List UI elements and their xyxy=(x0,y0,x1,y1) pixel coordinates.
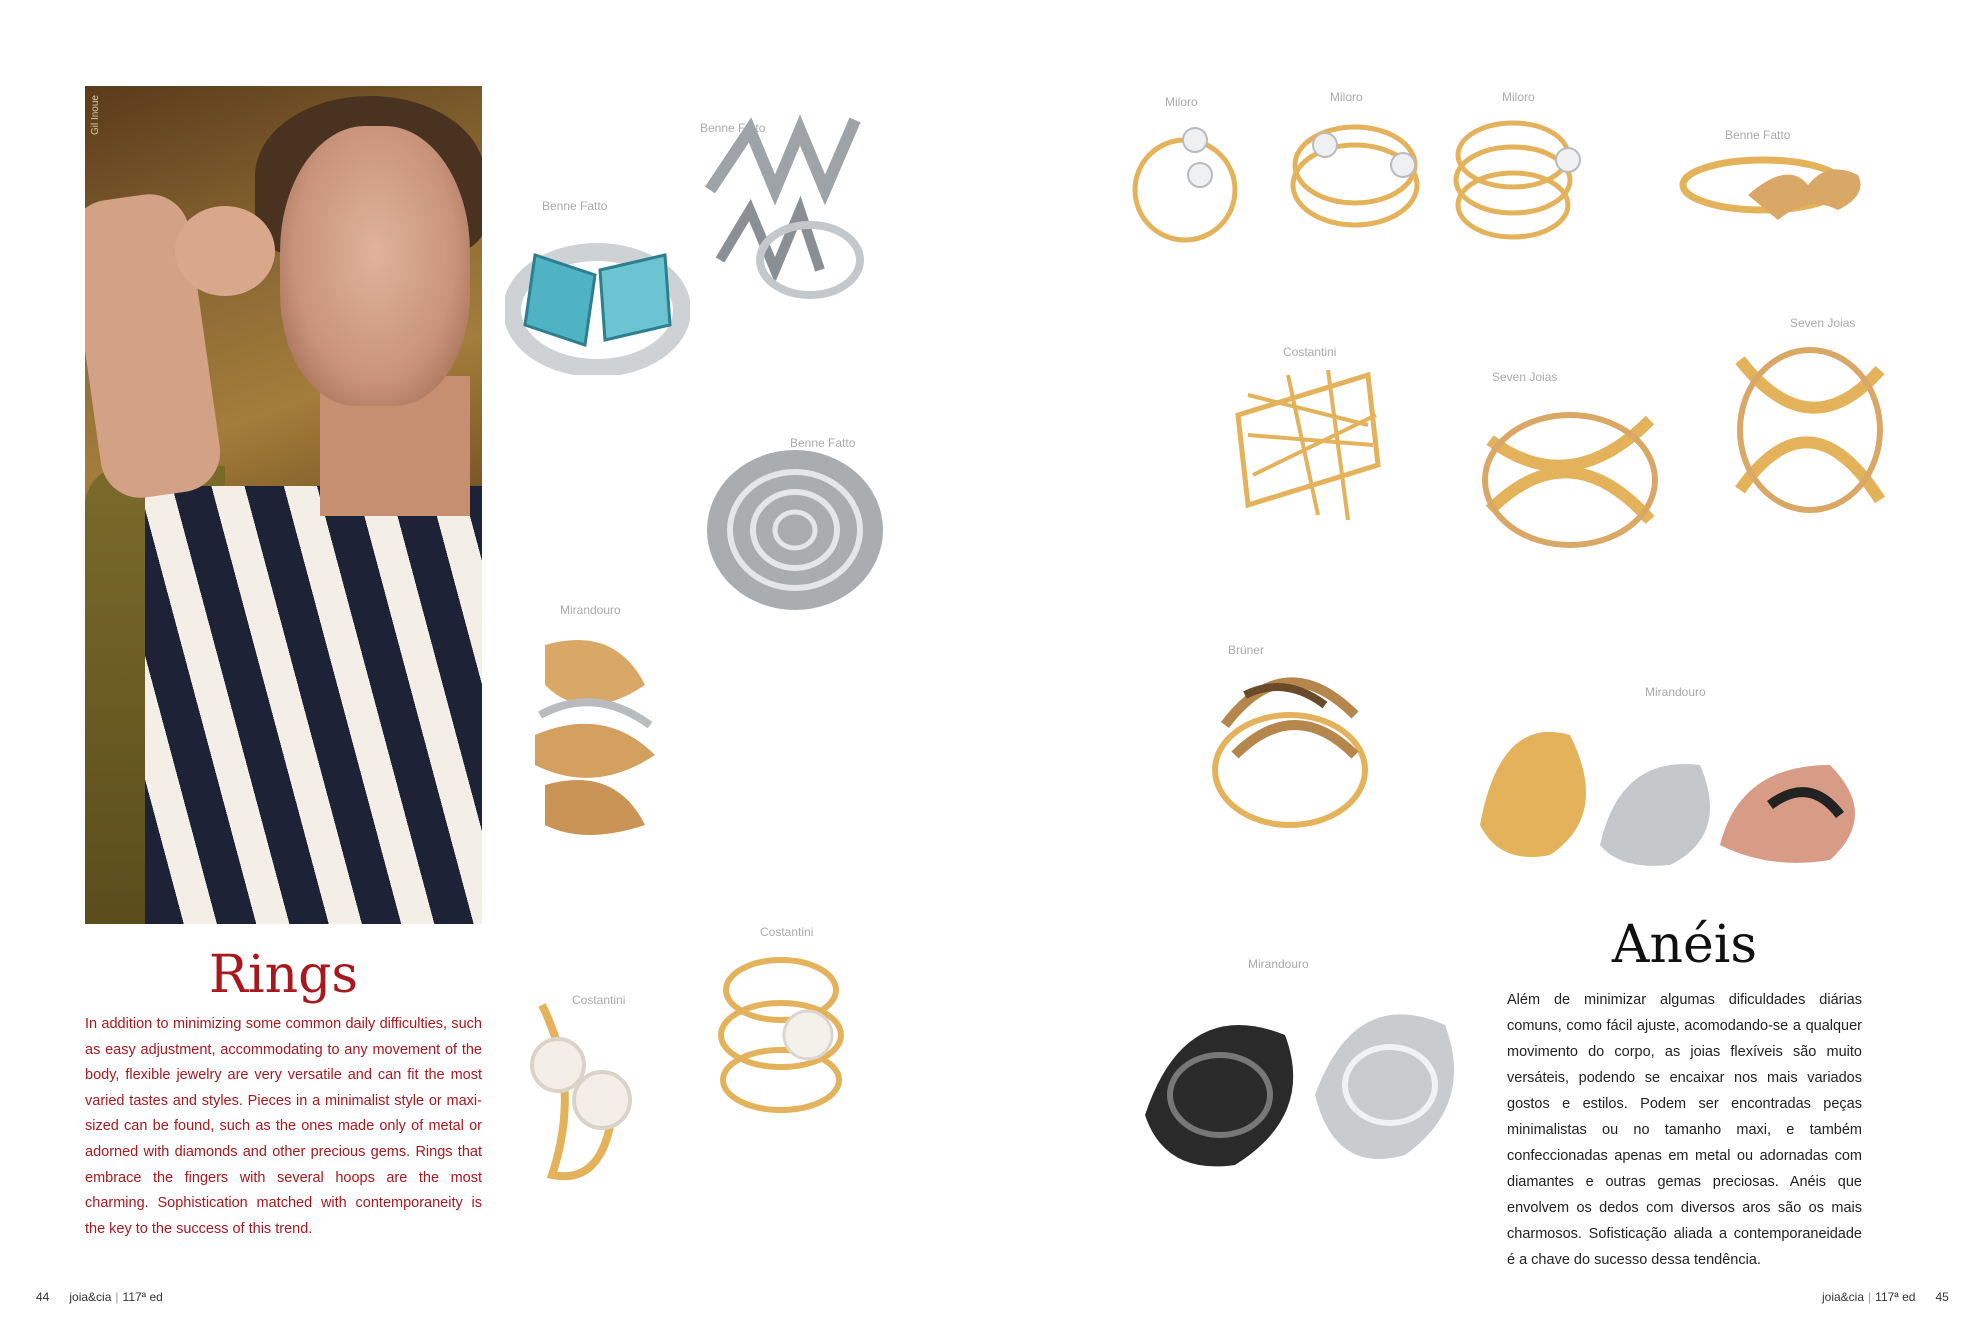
page-number: 44 xyxy=(36,1290,50,1304)
brand-label: Brüner xyxy=(1228,643,1265,657)
brand-label: Benne Fatto xyxy=(790,436,856,450)
brand-label: Miloro xyxy=(1502,90,1535,104)
cage-gold-ring-image xyxy=(1228,355,1388,535)
pave-dome-ring-image xyxy=(700,445,890,625)
page-number: 45 xyxy=(1935,1290,1949,1304)
brand-label: Benne Fatto xyxy=(700,121,766,135)
three-tone-ring-set-image xyxy=(1470,695,1900,875)
pearl-spiral-ring-image xyxy=(713,940,848,1130)
aquamarine-ring-image xyxy=(505,215,690,375)
bruner-multiband-ring-image xyxy=(1205,655,1375,855)
brand-label: Miloro xyxy=(1330,90,1363,104)
model-photo xyxy=(85,86,482,924)
pearl-bypass-ring-image xyxy=(522,995,632,1190)
photo-credit: Gil Inoue xyxy=(90,95,101,136)
brand-label: Mirandouro xyxy=(560,603,621,617)
brand-label: Costantini xyxy=(760,925,814,939)
magazine-name: joia&cia xyxy=(69,1290,112,1304)
brand-label: Miloro xyxy=(1165,95,1198,109)
twisted-gold-ring-image xyxy=(525,625,665,845)
body-text-portuguese: Além de minimizar algumas dificuldades diárias comuns, como fácil ajuste, acomodando-se a qualquer movimento do corpo, as joias flexíveis são muito versáteis, podendo se encaixar nos mais variados gostos e estilos. Podem ser encontradas peças minimalistas ou no tamanho maxi, e também confeccionadas apenas em metal ou adornadas com diamantes e outras gemas preciosas. Anéis que envolvem os dedos com diversos aros são os mais charmosos. Sofisticação aliada a contemporaneidade é a chave do sucesso dessa tendência. xyxy=(1507,992,1862,1268)
page-title-english: Rings xyxy=(208,945,359,1005)
magazine-name: joia&cia xyxy=(1822,1290,1865,1304)
trio-diamond-ring-image xyxy=(1125,110,1245,250)
edition-number: 117ª ed xyxy=(1875,1290,1916,1304)
crossover-pave-ring-image xyxy=(1725,330,1895,530)
spiral-diamond-ring-image xyxy=(1285,105,1425,245)
brand-label: Costantini xyxy=(572,993,626,1007)
bow-pave-ring-image xyxy=(1470,380,1670,580)
brand-label: Costantini xyxy=(1283,345,1337,359)
brand-label: Mirandouro xyxy=(1645,685,1706,699)
footer-right: joia&cia | 117ª ed 45 xyxy=(1822,1290,1949,1304)
brand-label: Benne Fatto xyxy=(1725,128,1791,142)
black-white-swirl-ring-set-image xyxy=(1125,975,1485,1205)
brand-label: Benne Fatto xyxy=(542,199,608,213)
page-title-portuguese: Anéis xyxy=(1611,915,1758,975)
zigzag-ring-image xyxy=(700,110,870,300)
brand-label: Seven Joias xyxy=(1790,316,1856,330)
coil-diamond-ring-image xyxy=(1448,105,1588,245)
body-text-english: In addition to minimizing some common daily difficulties, such as easy adjustment, accommodating to any movement of the body, flexible jewelry are very versatile and can fit the most varied tastes and styles. Pieces in a minimalist style or maxi-sized can be found, such as the ones made only of metal or adorned with diamonds and other precious gems. Rings that embrace the fingers with several hoops are the most charming. Sophistication matched with contemporaneity is the key to the success of this trend. xyxy=(85,1016,482,1237)
wave-gold-ring-image xyxy=(1668,140,1888,240)
footer-left: 44 joia&cia | 117ª ed xyxy=(36,1290,163,1304)
brand-label: Seven Joias xyxy=(1492,370,1558,384)
edition-number: 117ª ed xyxy=(122,1290,163,1304)
brand-label: Mirandouro xyxy=(1248,957,1309,971)
